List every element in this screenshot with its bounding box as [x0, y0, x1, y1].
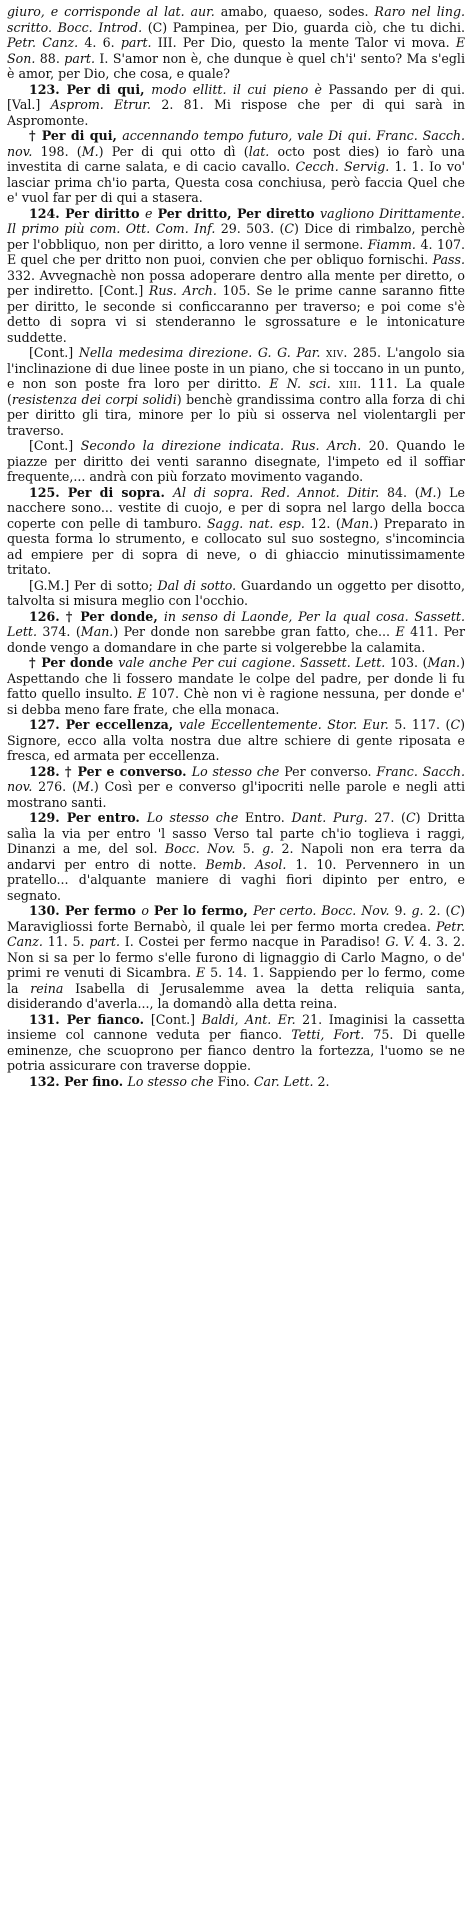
- entry-text: 1. 1. Io vo' lasciar prima ch'io parta, Questa cosa conchiusa, però faccia Quel che e' vuol far per di qui a stasera.: [7, 159, 466, 205]
- entry-text: ) Maravigliossi forte Bernabò, il quale lei per fermo morta credea.: [7, 903, 465, 934]
- entry-italic-text: Sagg. nat. esp.: [207, 515, 311, 531]
- entry-italic-text: Bemb. Asol.: [205, 856, 296, 872]
- entry-italic-text: C: [450, 717, 461, 732]
- entry-text: (C) Pampinea, per Dio, guarda ciò, che tu dichi.: [147, 19, 465, 35]
- entry-number: 132.: [29, 1073, 65, 1089]
- entry-text: 107. Chè non vi è ragione nessuna, per donde e' si debba meno fare frate, che ella monaca.: [7, 686, 466, 717]
- dictionary-entry-paragraph: [7, 903, 465, 1012]
- entry-italic-text: vale Eccellentemente. Stor. Eur.: [179, 717, 395, 732]
- entry-text: . 285. L'angolo sia l'inclinazione di due linee poste in un piano, che si toccano in un punto, e non son poste fra loro per diritto.: [7, 345, 465, 391]
- entry-text: I. S'amor non è, che dunque è quel ch'i' sento? Ma s'egli è amor, per Dio, che cosa, e quale?: [7, 50, 465, 81]
- entry-italic-text: Asprom. Etrur.: [50, 97, 162, 112]
- dictionary-entry-paragraph: [7, 764, 465, 811]
- entry-italic-text: Lo stesso che: [191, 763, 285, 779]
- entry-text: 332. Avvegnachè non possa adoperare dentro alla mente per diretto, o per indiretto. [Cont.]: [7, 267, 465, 298]
- entry-italic-text: Franc. Sacch. nov.: [7, 763, 465, 794]
- entry-italic-text: Man.: [340, 515, 374, 531]
- entry-italic-text: lat.: [248, 143, 278, 159]
- entry-italic-text: Dant. Purg.: [291, 810, 375, 825]
- entry-number: 127.: [29, 717, 66, 732]
- entry-italic-text: Lo stesso che: [127, 1073, 218, 1089]
- entry-text: ) Dice di rimbalzo, perchè per l'obbliquo, non per diritto, a loro venne il sermone.: [7, 221, 465, 252]
- entry-headword: Per fermo: [65, 903, 142, 918]
- entry-text: ) Dritta salìa la via per entro 'l sasso Verso tal parte ch'io toglieva i raggi, Dinanzi a me, del sol.: [7, 810, 465, 856]
- entry-headword: Per entro.: [66, 810, 147, 825]
- dictionary-entry-paragraph: [7, 717, 465, 764]
- entry-text: [Cont.]: [29, 438, 81, 453]
- entry-text: [G.M.] Per di sotto;: [29, 577, 158, 593]
- entry-italic-text: Secondo la direzione indicata. Rus. Arch.: [80, 438, 369, 453]
- entry-text: III. Per Dio, questo la mente Talor vi mova.: [157, 35, 456, 50]
- entry-text: 276. (: [38, 779, 77, 794]
- entry-italic-text: E N. sci.: [269, 376, 339, 391]
- entry-italic-text: Cecch. Servig.: [295, 159, 395, 174]
- entry-headword: Per diritto: [65, 205, 145, 221]
- entry-italic-text: E Son.: [7, 35, 466, 66]
- entry-text: 2. 81. Mi rispose che per di qui sarà in Aspromonte.: [7, 97, 466, 128]
- entry-number: 131.: [29, 1011, 67, 1027]
- entry-text: 75. Di quelle eminenze, che scuoprono per fianco dentro la fortezza, l'uomo se ne potria assicurare con traverse doppie.: [7, 1027, 466, 1073]
- entry-italic-text: Man.: [80, 624, 114, 639]
- entry-italic-text: Dal di sotto.: [157, 577, 241, 593]
- entry-text: Fino.: [217, 1073, 254, 1089]
- entry-italic-text: giuro, e corrisponde al lat. aur.: [7, 4, 221, 19]
- entry-text: Per converso.: [284, 763, 377, 779]
- entry-text: I. Costei per fermo nacque in Paradiso!: [124, 934, 386, 949]
- entry-text: 12. (: [310, 515, 341, 531]
- entry-text: 29. 503. (: [220, 221, 285, 236]
- entry-text: 11. 5.: [47, 934, 90, 949]
- entry-italic-text: Petr. Canz.: [7, 918, 465, 949]
- entry-text: Guardando un oggetto per disotto, talvolta si misura meglio con l'occhio.: [7, 577, 466, 608]
- entry-italic-text: M.: [419, 484, 437, 500]
- entry-italic-text: M.: [76, 779, 94, 794]
- entry-number: 129.: [29, 810, 67, 825]
- entry-italic-text: Lo stesso che: [146, 810, 246, 825]
- entry-italic-text: E: [195, 965, 211, 980]
- entry-text: 103. (: [389, 655, 428, 670]
- entry-italic-text: e: [145, 205, 158, 221]
- dictionary-entry-paragraph: [7, 345, 465, 438]
- entry-italic-text: C: [284, 221, 295, 236]
- entry-text: ) Signore, ecco alla volta nostra due altre schiere di gente riposata e fresca, ed armata per eccellenza.: [7, 717, 465, 763]
- entry-italic-text: Baldi, Ant. Er.: [201, 1011, 303, 1027]
- entry-text: 84. (: [386, 484, 420, 500]
- entry-italic-text: vagliono Dirittamente. Il primo più com. Ott. Com. Inf.: [7, 205, 466, 236]
- entry-text: 9.: [394, 903, 412, 918]
- entry-text: ) Aspettando che li fossero mandate le colpe del padre, per donde li fu fatto quello insulto.: [7, 655, 465, 701]
- dictionary-entry-paragraph: [7, 609, 465, 656]
- entry-text: ) Così per e converso gl'ipocriti nelle parole e negli atti mostrano santi.: [7, 779, 465, 810]
- entry-italic-text: resistenza dei corpi solidi: [11, 391, 177, 407]
- entry-text: . 111. La quale (: [7, 376, 466, 407]
- entry-headword: Per di qui,: [66, 81, 152, 97]
- entry-headword: Per di sopra.: [67, 484, 173, 500]
- entry-italic-text: Tetti, Fort.: [291, 1027, 374, 1042]
- entry-text: amabo, quaeso, sodes.: [220, 4, 375, 19]
- entry-italic-text: Bocc. Nov.: [164, 841, 243, 856]
- entry-italic-text: Fiamm.: [367, 236, 421, 252]
- entry-italic-text: C: [405, 810, 416, 825]
- entry-text: 4. 6.: [84, 35, 121, 50]
- entry-smallcaps-text: xiii: [338, 376, 358, 391]
- entry-number: 126.: [29, 608, 66, 624]
- entry-italic-text: g.: [262, 841, 282, 856]
- entry-text: Entro.: [245, 810, 292, 825]
- dictionary-entry-paragraph: [7, 1074, 465, 1090]
- entry-text: 198. (: [40, 143, 82, 159]
- entry-text: 411. Per donde vengo a domandare in che parte si volgerebbe la calamita.: [7, 624, 465, 655]
- entry-italic-text: Petr. Canz.: [7, 35, 85, 50]
- entry-text: ) benchè grandissima contro alla forza di chi per diritto gli tira, minore per lo più si osserva nel violentargli per traverso.: [7, 391, 465, 438]
- entry-italic-text: E: [137, 686, 152, 701]
- entry-text: 88.: [39, 50, 65, 66]
- entry-italic-text: Man.: [427, 655, 461, 670]
- dictionary-entry-paragraph: [7, 4, 465, 82]
- entry-headword: † Per e converso.: [64, 763, 192, 779]
- entry-text: Isabella di Jerusalemme avea la detta reliquia santa, disiderando d'averla..., la domandò alla detta reina.: [7, 980, 465, 1011]
- entry-italic-text: Per certo. Bocc. Nov.: [253, 903, 395, 918]
- dictionary-entry-paragraph: [7, 82, 465, 129]
- entry-italic-text: Pass.: [432, 252, 465, 267]
- entry-headword: Per fianco.: [66, 1011, 151, 1027]
- entry-number: 125.: [29, 484, 68, 500]
- entry-text: 27. (: [374, 810, 406, 825]
- entry-text: 20. Quando le piazze per diritto dei venti saranno disegnate, l'impeto ed il soffiar frequente,... andrà con più forzato movimento vagando.: [7, 438, 465, 484]
- dictionary-entry-paragraph: [7, 485, 465, 578]
- entry-text: 2. (: [428, 903, 451, 918]
- entry-number: 124.: [29, 205, 66, 221]
- entry-text: 374. (: [42, 624, 81, 639]
- entry-text: ) Le nacchere sono... vestite di cuojo, e per di sopra nel largo della bocca coperte con pelle di tamburo.: [7, 484, 466, 531]
- entry-italic-text: part.: [89, 934, 125, 949]
- dictionary-entry-paragraph: [7, 655, 465, 717]
- entry-number: 128.: [29, 763, 65, 779]
- dictionary-entry-paragraph: [7, 206, 465, 346]
- dictionary-entry-paragraph: [7, 438, 465, 485]
- entry-italic-text: part.: [64, 50, 100, 66]
- text-column: [7, 4, 465, 1089]
- entry-italic-text: part.: [120, 35, 158, 50]
- entry-text: [Cont.]: [29, 345, 79, 360]
- dictionary-entry-paragraph: [7, 810, 465, 903]
- entry-smallcaps-text: xiv: [326, 345, 344, 360]
- entry-number: 123.: [29, 81, 67, 97]
- entry-headword: Per eccellenza,: [65, 717, 180, 732]
- entry-italic-text: C: [450, 903, 461, 918]
- entry-italic-text: reina: [30, 980, 76, 996]
- entry-headword: † Per donde: [29, 655, 119, 670]
- entry-italic-text: accennando tempo futuro, vale Di qui. Franc. Sacch. nov.: [7, 128, 466, 159]
- entry-italic-text: G. V.: [385, 934, 420, 949]
- entry-italic-text: M.: [81, 143, 99, 159]
- entry-text: octo post dies) io farò una investita di carne salata, e di cacio cavallo.: [7, 143, 465, 174]
- entry-text: 4. 3. 2. Non si sa per lo fermo s'elle furono di lignaggio di Carlo Magno, o de' primi re venuti di Sicambra.: [7, 934, 465, 980]
- entry-italic-text: E: [395, 624, 411, 639]
- dictionary-entry-paragraph: [7, 128, 465, 206]
- entry-italic-text: Car. Lett.: [253, 1073, 318, 1089]
- dictionary-entry-paragraph: [7, 578, 465, 609]
- entry-text: 1. 10. Pervennero in un pratello... d'alquante maniere di vaghi fiori dipinto per entro, e segnato.: [7, 856, 465, 903]
- entry-text: 5. 14. 1. Sappiendo per lo fermo, come la: [7, 965, 465, 996]
- entry-headword: † Per di qui,: [29, 128, 123, 143]
- entry-headword: Per lo fermo,: [153, 903, 254, 918]
- entry-italic-text: vale anche Per cui cagione. Sassett. Lett.: [118, 655, 390, 670]
- entry-text: 2.: [317, 1073, 330, 1089]
- entry-headword: † Per donde,: [65, 608, 164, 624]
- entry-headword: Per fino.: [64, 1073, 128, 1089]
- entry-italic-text: Nella medesima direzione. G. G. Par.: [78, 345, 327, 360]
- entry-italic-text: Rus. Arch.: [148, 283, 223, 298]
- dictionary-entry-paragraph: [7, 1012, 465, 1074]
- entry-italic-text: o: [141, 903, 154, 918]
- entry-italic-text: in senso di Laonde, Per la qual cosa. Sassett. Lett.: [7, 608, 465, 639]
- entry-text: 2. Napoli non era terra da andarvi per entro di notte.: [7, 841, 465, 872]
- entry-text: 5. 117. (: [394, 717, 451, 732]
- entry-text: 5.: [242, 841, 263, 856]
- entry-text: ) Preparato in questa forma lo strumento, e collocato sul suo sostegno, s'incomincia ad empiere per di sopra di neve, o di ghiaccio minutissimamente tritato.: [7, 515, 466, 577]
- entry-text: 21. Imaginisi la cassetta insieme col cannone veduta per fianco.: [7, 1011, 465, 1042]
- entry-italic-text: modo ellitt. il cui pieno è: [151, 81, 329, 97]
- entry-text: Passando per di qui. [Val.]: [7, 81, 465, 112]
- entry-text: 4. 107. E quel che per dritto non puoi, convien che per obliquo fornischi.: [7, 236, 465, 267]
- entry-text: [Cont.]: [150, 1011, 202, 1027]
- entry-italic-text: g.: [411, 903, 429, 918]
- entry-italic-text: Raro nel ling. scritto. Bocc. Introd.: [7, 4, 466, 35]
- entry-text: ) Per di qui otto dì (: [98, 143, 249, 159]
- entry-headword: Per dritto, Per diretto: [157, 205, 321, 221]
- entry-italic-text: Al di sopra. Red. Annot. Ditir.: [172, 484, 387, 500]
- entry-text: ) Per donde non sarebbe gran fatto, che...: [113, 624, 396, 639]
- entry-text: 105. Se le prime canne saranno fitte per diritto, le seconde si conficcaranno per traverso; e poi come s'è detto di sopra vi si stenderanno le sgrossature e le intonicature suddette.: [7, 283, 465, 345]
- entry-number: 130.: [29, 903, 66, 918]
